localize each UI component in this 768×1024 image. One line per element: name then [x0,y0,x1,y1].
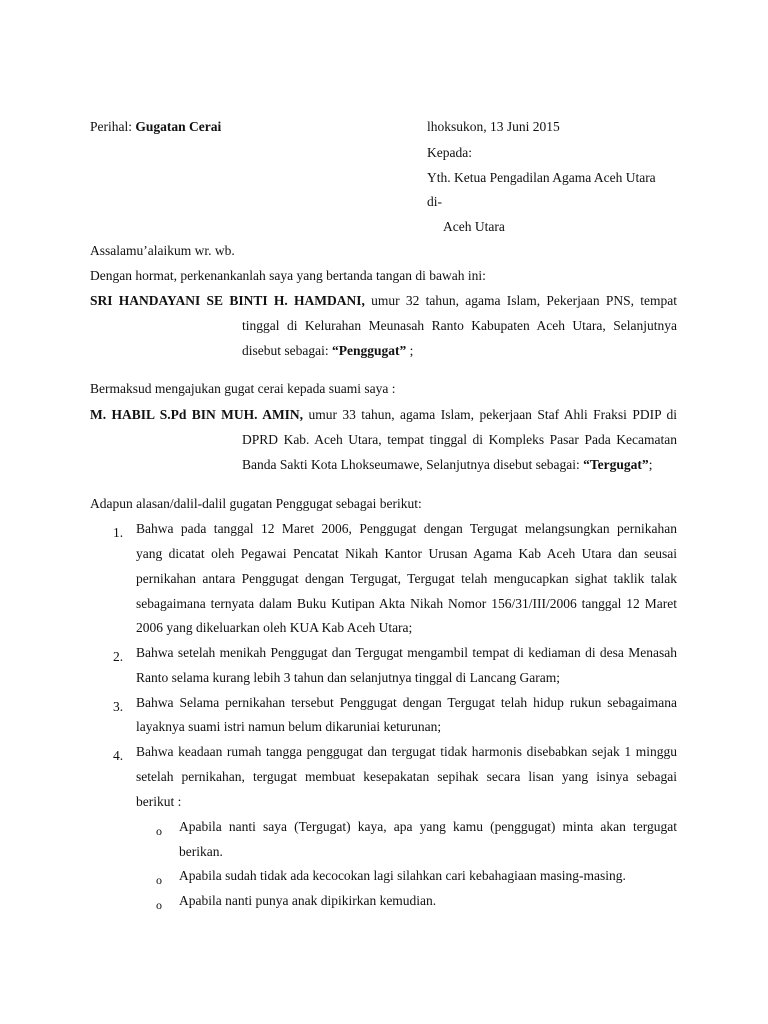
reason-1-line-2: yang dicatat oleh Pegawai Pencatat Nikah Kantor Urusan Agama Kab Aceh Utara dan seusai [136,546,677,561]
sub-point-2: Apabila sudah tidak ada kecocokan lagi silahkan cari kebahagiaan masing-masing. [179,868,626,883]
reason-1-line-4: sebagaimana ternyata dalam Buku Kutipan Akta Nikah Nomor 156/31/III/2006 tanggal 12 Maret [136,596,677,611]
reason-4-line-1: Bahwa keadaan rumah tangga penggugat dan tergugat tidak harmonis disebabkan sejak 1 minggu [136,744,677,759]
kepada-label: Kepada: [427,145,472,160]
perihal [90,119,221,135]
tergugat-name: M. HABIL S.Pd BIN MUH. AMIN, [90,407,304,422]
tergugat-line-3 [242,457,652,473]
penggugat-line-3 [242,343,413,359]
place-date: lhoksukon, 13 Juni 2015 [427,119,560,134]
perihal-value: Gugatan Cerai [135,119,222,134]
reason-4-line-2: setelah pernikahan, tergugat membuat kesepakatan sepihak secara lisan yang isinya sebagai [136,769,677,784]
reason-3-line-1: Bahwa Selama pernikahan tersebut Penggugat dengan Tergugat telah hidup rukun sebagaimana [136,695,677,710]
perihal-label: Perihal: [90,119,136,134]
reason-number: 1. [113,525,124,540]
tergugat-line-2: DPRD Kab. Aceh Utara, tempat tinggal di Kompleks Pasar Pada Kecamatan [242,432,677,447]
reason-2-line-1: Bahwa setelah menikah Penggugat dan Tergugat mengambil tempat di kediaman di desa Menasah [136,645,677,660]
sub-point-3: Apabila nanti punya anak dipikirkan kemudian. [179,893,437,908]
hormat: Dengan hormat, perkenankanlah saya yang bertanda tangan di bawah ini: [90,268,486,283]
penggugat-line-1 [90,293,677,309]
penggugat-name: SRI HANDAYANI SE BINTI H. HAMDANI, [90,293,365,308]
tergugat-end: ; [648,457,653,472]
bullet-marker: o [156,824,162,838]
reason-2-line-2: Ranto selama kurang lebih 3 tahun dan selanjutnya tinggal di Lancang Garam; [136,670,560,685]
salam: Assalamu’alaikum wr. wb. [90,243,235,258]
reason-1-line-1: Bahwa pada tanggal 12 Maret 2006, Penggugat dengan Tergugat melangsungkan pernikahan [136,521,677,536]
penggugat-line-2: tinggal di Kelurahan Meunasah Ranto Kabupaten Aceh Utara, Selanjutnya [242,318,677,333]
penggugat-details-3: disebut sebagai: [242,343,332,358]
bullet-marker: o [156,898,162,912]
penggugat-end: ; [406,343,414,358]
reason-1-line-5: 2006 yang dikeluarkan oleh KUA Kab Aceh Utara; [136,620,413,635]
bullet-marker: o [156,873,162,887]
sub-point-1-line-2: berikan. [179,844,223,859]
penggugat-role: “Penggugat” [331,343,407,358]
recipient-location: Aceh Utara [443,219,505,234]
intent: Bermaksud mengajukan gugat cerai kepada suami saya : [90,381,396,396]
recipient: Yth. Ketua Pengadilan Agama Aceh Utara [427,170,656,185]
sub-point-1-line-1: Apabila nanti saya (Tergugat) kaya, apa yang kamu (penggugat) minta akan tergugat [179,819,677,834]
tergugat-details-1: umur 33 tahun, agama Islam, pekerjaan Staf Ahli Fraksi PDIP di [303,407,677,422]
reason-number: 4. [113,748,124,763]
reason-4-line-3: berikut : [136,794,182,809]
reasons-intro: Adapun alasan/dalil-dalil gugatan Penggugat sebagai berikut: [90,496,422,511]
tergugat-line-1 [90,407,677,423]
reason-number: 3. [113,699,124,714]
reason-number: 2. [113,649,124,664]
reason-3-line-2: layaknya suami istri namun belum dikaruniai keturunan; [136,719,442,734]
tergugat-details-3: Banda Sakti Kota Lhokseumawe, Selanjutnya disebut sebagai: [242,457,584,472]
tergugat-role: “Tergugat” [583,457,649,472]
penggugat-details-1: umur 32 tahun, agama Islam, Pekerjaan PNS, tempat [364,293,677,308]
reason-1-line-3: pernikahan antara Penggugat dengan Tergugat, Tergugat telah mengucapkan sighat taklik talak [136,571,677,586]
di-label: di- [427,194,442,209]
